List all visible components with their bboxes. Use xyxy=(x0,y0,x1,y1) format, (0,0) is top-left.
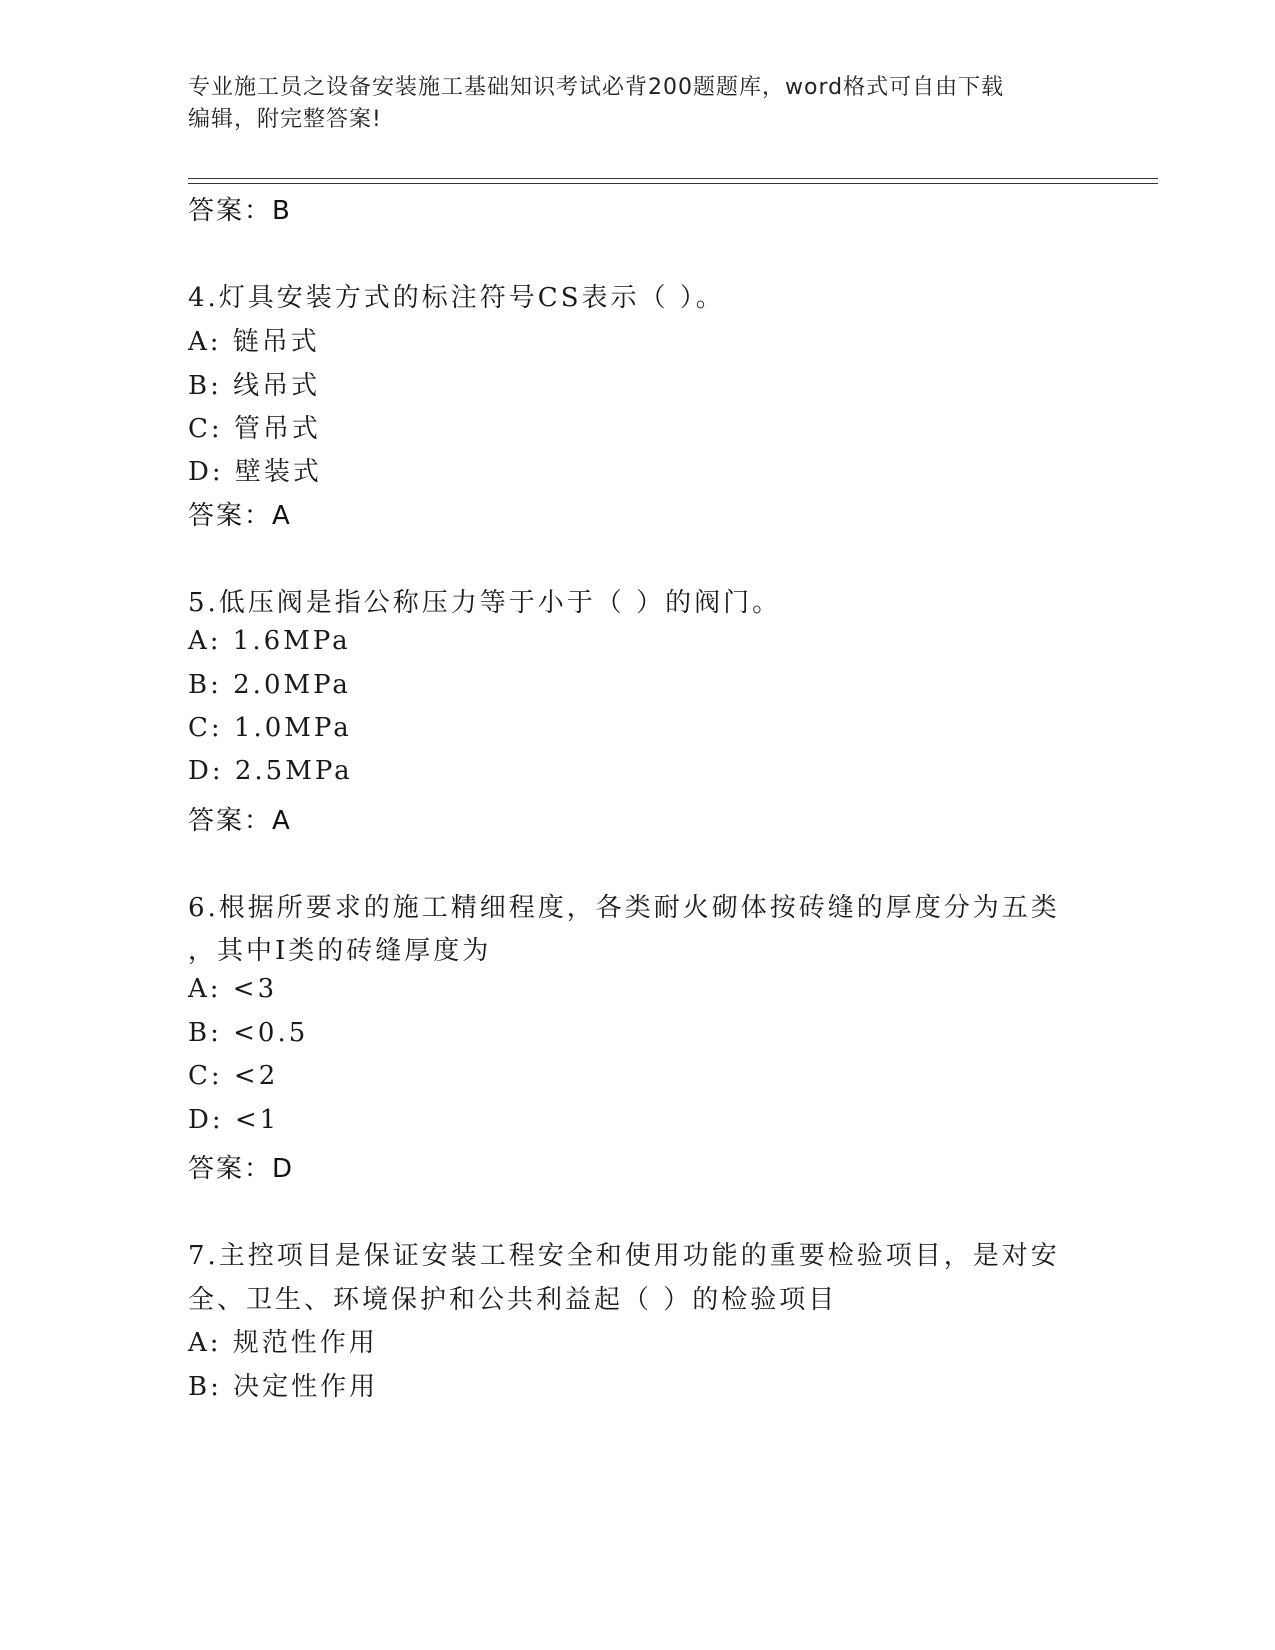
question-5-option-a: A: 1.6MPa xyxy=(188,626,351,656)
question-4-option-b: B: 线吊式 xyxy=(188,371,321,401)
question-5-option-c: C: 1.0MPa xyxy=(188,713,352,743)
question-5-option-b: B: 2.0MPa xyxy=(188,670,351,700)
question-7-option-b: B: 决定性作用 xyxy=(188,1372,379,1402)
question-6-stem-line-2: ，其中Ⅰ类的砖缝厚度为 xyxy=(188,936,492,966)
header-line-1: 专业施工员之设备安装施工基础知识考试必背200题题库，word格式可自由下载 xyxy=(188,75,1005,100)
header-line-2: 编辑，附完整答案! xyxy=(188,107,382,132)
question-7-stem-line-2: 全、卫生、环境保护和公共利益起（ ）的检验项目 xyxy=(188,1285,838,1315)
answer-q6: 答案：D xyxy=(188,1154,295,1184)
question-4-option-d: D: 壁装式 xyxy=(188,457,322,487)
question-4-option-a: A: 链吊式 xyxy=(188,327,320,357)
answer-q3: 答案：B xyxy=(188,196,292,226)
question-4-option-c: C: 管吊式 xyxy=(188,414,321,444)
question-6-option-c: C: <2 xyxy=(188,1061,279,1091)
page-header xyxy=(188,72,1068,136)
question-5-stem: 5.低压阀是指公称压力等于小于（ ）的阀门。 xyxy=(188,588,782,618)
answer-q4: 答案：A xyxy=(188,501,292,531)
question-4-stem: 4.灯具安装方式的标注符号CS表示（ ）。 xyxy=(188,283,725,313)
question-7-stem-line-1: 7.主控项目是保证安装工程安全和使用功能的重要检验项目，是对安 xyxy=(188,1241,1060,1271)
question-5-option-d: D: 2.5MPa xyxy=(188,756,353,786)
question-6-option-b: B: <0.5 xyxy=(188,1018,309,1048)
question-7-option-a: A: 规范性作用 xyxy=(188,1328,378,1358)
header-divider-bottom xyxy=(188,183,1158,184)
question-6-stem-line-1: 6.根据所要求的施工精细程度，各类耐火砌体按砖缝的厚度分为五类 xyxy=(188,893,1060,923)
question-6-option-d: D: <1 xyxy=(188,1105,280,1135)
header-divider-top xyxy=(188,178,1158,179)
answer-q5: 答案：A xyxy=(188,806,292,836)
question-6-option-a: A: <3 xyxy=(188,974,278,1004)
